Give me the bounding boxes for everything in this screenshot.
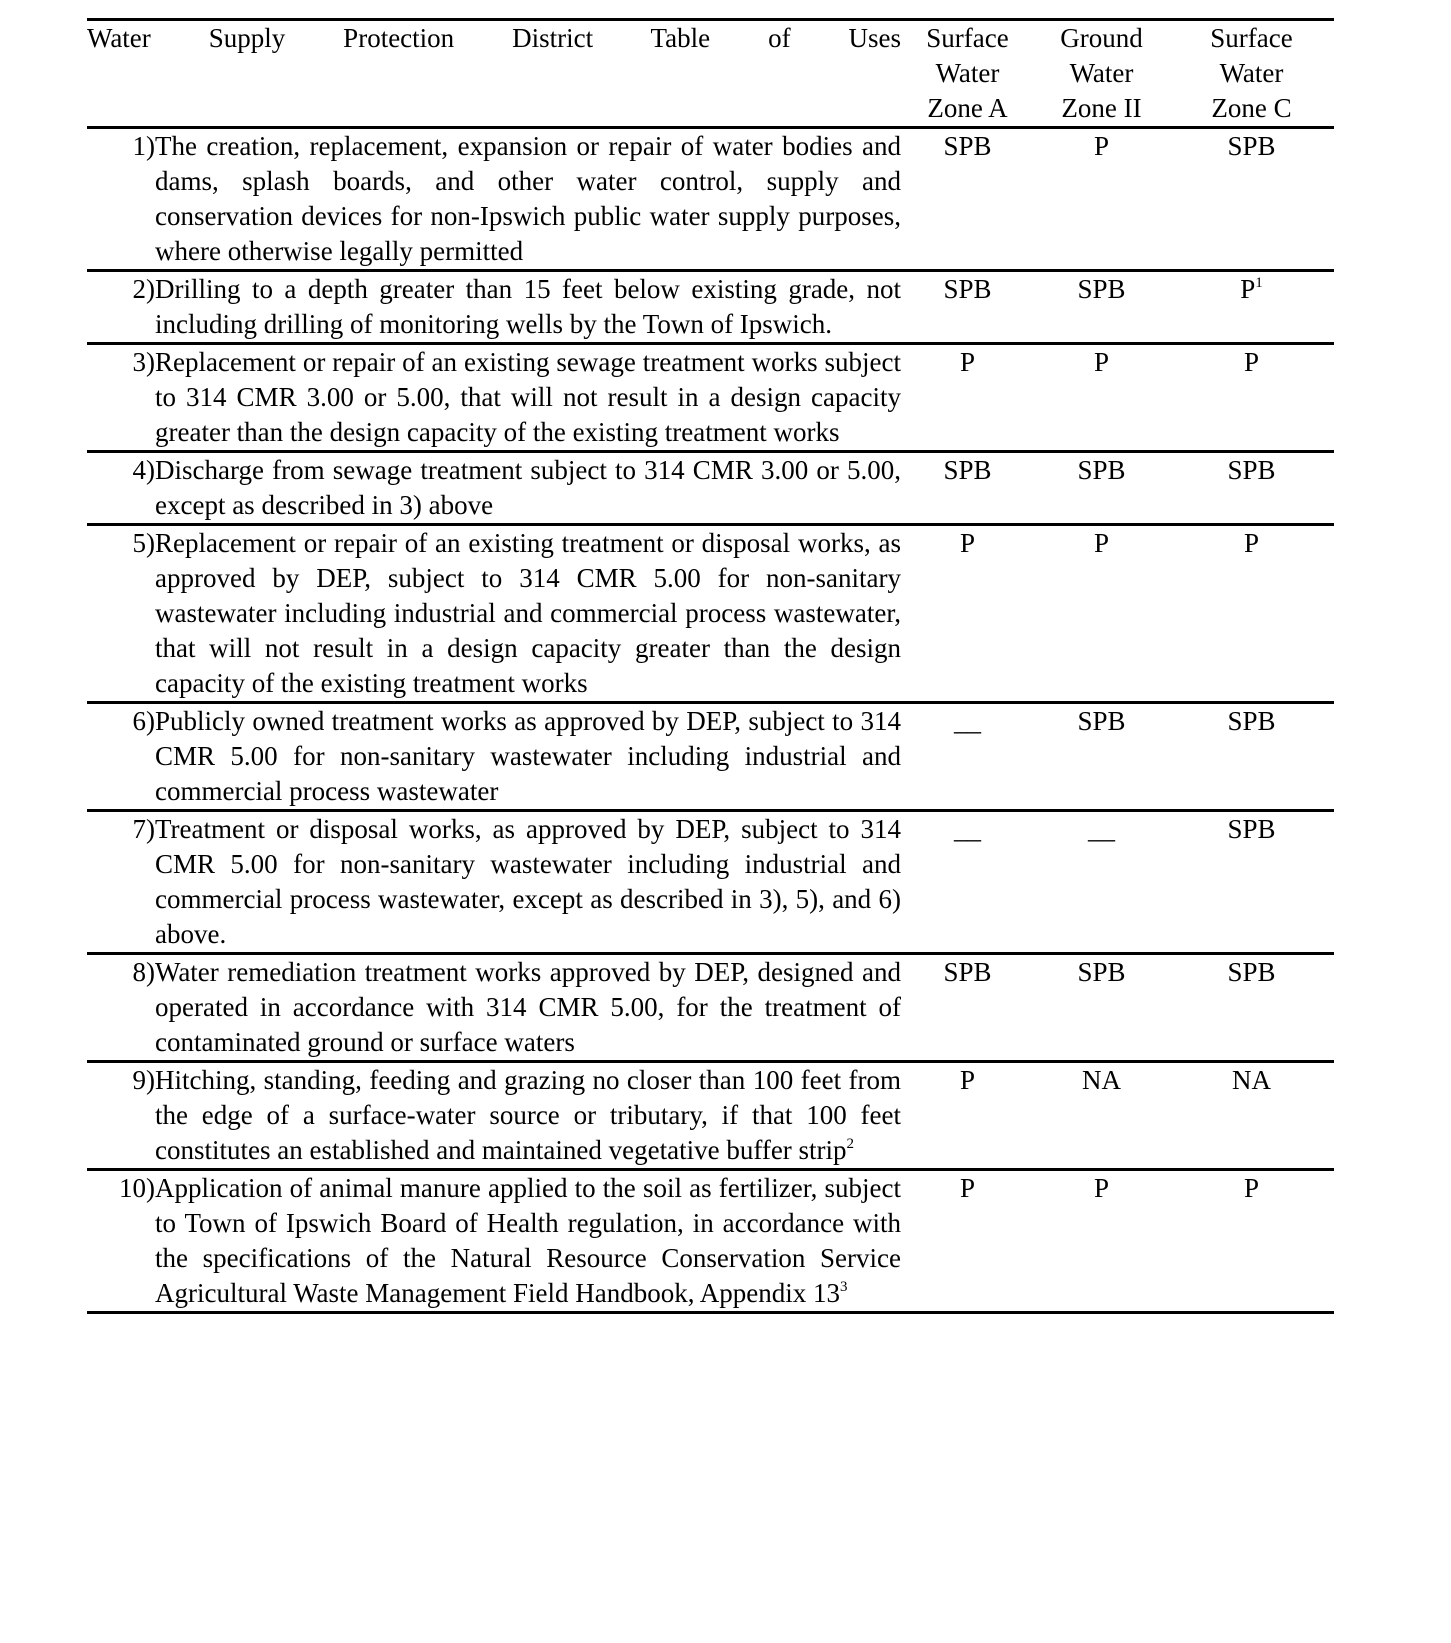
zone-c-value-text: P — [1240, 274, 1256, 304]
zone-c-line1: Surface — [1210, 23, 1293, 53]
zone-c-value — [1169, 954, 1334, 1062]
use-description-text: Water remediation treatment works approved by DEP, designed and operated in accordance with 314 CMR 5.00, for the treatment of contaminated ground or surface waters — [155, 957, 901, 1057]
zone-c-line2: Water — [1219, 58, 1284, 88]
zone-c-value-text: SPB — [1227, 814, 1276, 844]
zone-c-value — [1169, 271, 1334, 344]
table-row — [87, 1170, 1334, 1313]
footnote-marker: 2 — [846, 1136, 855, 1152]
use-description-text: Drilling to a depth greater than 15 feet below existing grade, not including drilling of monitoring wells by the Town of Ipswich. — [155, 274, 901, 339]
use-description-text: Application of animal manure applied to the soil as fertilizer, subject to Town of Ipswich Board of Health regulation, in accordance with the specifications of the Natural Resource Conservation Service Agricultural Waste Management Field Handbook, Appendix 13 — [155, 1173, 901, 1308]
row-number: 2) — [132, 274, 155, 304]
zone-a-value: SPB — [943, 455, 992, 485]
zone-c-value-text: SPB — [1227, 957, 1276, 987]
header-row — [87, 20, 1334, 128]
use-description — [155, 344, 901, 452]
zone-a-value: P — [959, 528, 976, 558]
zone-ii-value: SPB — [1077, 957, 1126, 987]
row-number: 6) — [132, 706, 155, 736]
zone-ii-value: NA — [1082, 1065, 1121, 1095]
zone-ii-value: SPB — [1077, 455, 1126, 485]
use-description — [155, 811, 901, 954]
zone-a-value: P — [959, 1065, 976, 1095]
zone-ii-line3: Zone II — [1061, 93, 1142, 123]
row-number: 8) — [132, 957, 155, 987]
zone-c-value — [1169, 344, 1334, 452]
table-row — [87, 954, 1334, 1062]
table-row — [87, 811, 1334, 954]
use-description — [155, 1170, 901, 1313]
row-number: 9) — [132, 1065, 155, 1095]
zone-c-value-text: SPB — [1227, 706, 1276, 736]
use-description — [155, 703, 901, 811]
use-description-text: Treatment or disposal works, as approved by DEP, subject to 314 CMR 5.00 for non-sanitary wastewater including industrial and commercial process wastewater, except as described in 3), 5), and 6) above. — [155, 814, 901, 949]
row-number: 3) — [132, 347, 155, 377]
table-row — [87, 128, 1334, 271]
row-number: 7) — [132, 814, 155, 844]
zone-c-value-text: P — [1243, 347, 1260, 377]
zone-ii-value: SPB — [1077, 706, 1126, 736]
use-description — [155, 954, 901, 1062]
zone-a-line1: Surface — [926, 23, 1009, 53]
table-row — [87, 1062, 1334, 1170]
use-description — [155, 128, 901, 271]
zone-c-value-text: P — [1243, 1173, 1260, 1203]
use-description-text: Replacement or repair of an existing sewage treatment works subject to 314 CMR 3.00 or 5.00, that will not result in a design capacity greater than the design capacity of the existing treatment works — [155, 347, 901, 447]
table-row — [87, 344, 1334, 452]
use-description — [155, 271, 901, 344]
table-row — [87, 525, 1334, 703]
use-description — [155, 525, 901, 703]
zone-c-line3: Zone C — [1211, 93, 1292, 123]
zone-a-value: P — [959, 347, 976, 377]
use-description-text: Replacement or repair of an existing treatment or disposal works, as approved by DEP, subject to 314 CMR 5.00 for non-sanitary wastewater including industrial and commercial process wastewater, that will not result in a design capacity greater than the design capacity of the existing treatment works — [155, 528, 901, 698]
row-number: 1) — [132, 131, 155, 161]
table-title: Water Supply Protection District Table of Uses — [87, 23, 901, 53]
zone-a-value: P — [959, 1173, 976, 1203]
zone-c-value — [1169, 452, 1334, 525]
footnote-marker: 1 — [1255, 275, 1263, 291]
zone-c-value — [1169, 128, 1334, 271]
zone-c-value — [1169, 703, 1334, 811]
zone-a-value: SPB — [943, 957, 992, 987]
zone-c-value-text: NA — [1232, 1065, 1271, 1095]
zone-a-value: __ — [954, 814, 981, 844]
use-description-text: Hitching, standing, feeding and grazing no closer than 100 feet from the edge of a surface-water source or tributary, if that 100 feet constitutes an established and maintained vegetative buffer strip — [155, 1065, 901, 1165]
use-description — [155, 452, 901, 525]
zone-a-value: SPB — [943, 131, 992, 161]
use-description-text: The creation, replacement, expansion or repair of water bodies and dams, splash boards, and other water control, supply and conservation devices for non-Ipswich public water supply purposes, where otherwise legally permitted — [155, 131, 901, 266]
table-row — [87, 452, 1334, 525]
use-description-text: Discharge from sewage treatment subject to 314 CMR 3.00 or 5.00, except as described in 3) above — [155, 455, 901, 520]
zone-ii-value: P — [1093, 1173, 1110, 1203]
zone-c-value-text: P — [1243, 528, 1260, 558]
row-number: 4) — [132, 455, 155, 485]
use-description — [155, 1062, 901, 1170]
footnote-marker: 3 — [839, 1279, 848, 1295]
zone-c-value — [1169, 1062, 1334, 1170]
zone-c-value — [1169, 1170, 1334, 1313]
zone-ii-line2: Water — [1069, 58, 1134, 88]
row-number: 5) — [132, 528, 155, 558]
zone-ii-value: P — [1093, 528, 1110, 558]
zone-a-line3: Zone A — [927, 93, 1008, 123]
use-description-text: Publicly owned treatment works as approved by DEP, subject to 314 CMR 5.00 for non-sanitary wastewater including industrial and commercial process wastewater — [155, 706, 901, 806]
zone-ii-value: P — [1093, 131, 1110, 161]
table-row — [87, 703, 1334, 811]
zone-ii-value: __ — [1088, 814, 1115, 844]
table-body — [87, 128, 1334, 1313]
zone-a-value: __ — [954, 706, 981, 736]
zone-ii-line1: Ground — [1060, 23, 1143, 53]
zone-c-value-text: SPB — [1227, 455, 1276, 485]
zone-ii-header — [1034, 20, 1169, 128]
zone-c-value — [1169, 811, 1334, 954]
table-row — [87, 271, 1334, 344]
zone-a-value: SPB — [943, 274, 992, 304]
uses-table — [87, 18, 1334, 1314]
zone-a-header — [901, 20, 1034, 128]
zone-c-value — [1169, 525, 1334, 703]
row-number: 10) — [119, 1173, 155, 1203]
zone-ii-value: SPB — [1077, 274, 1126, 304]
zone-a-line2: Water — [935, 58, 1000, 88]
zone-c-header — [1169, 20, 1334, 128]
zone-ii-value: P — [1093, 347, 1110, 377]
zone-c-value-text: SPB — [1227, 131, 1276, 161]
